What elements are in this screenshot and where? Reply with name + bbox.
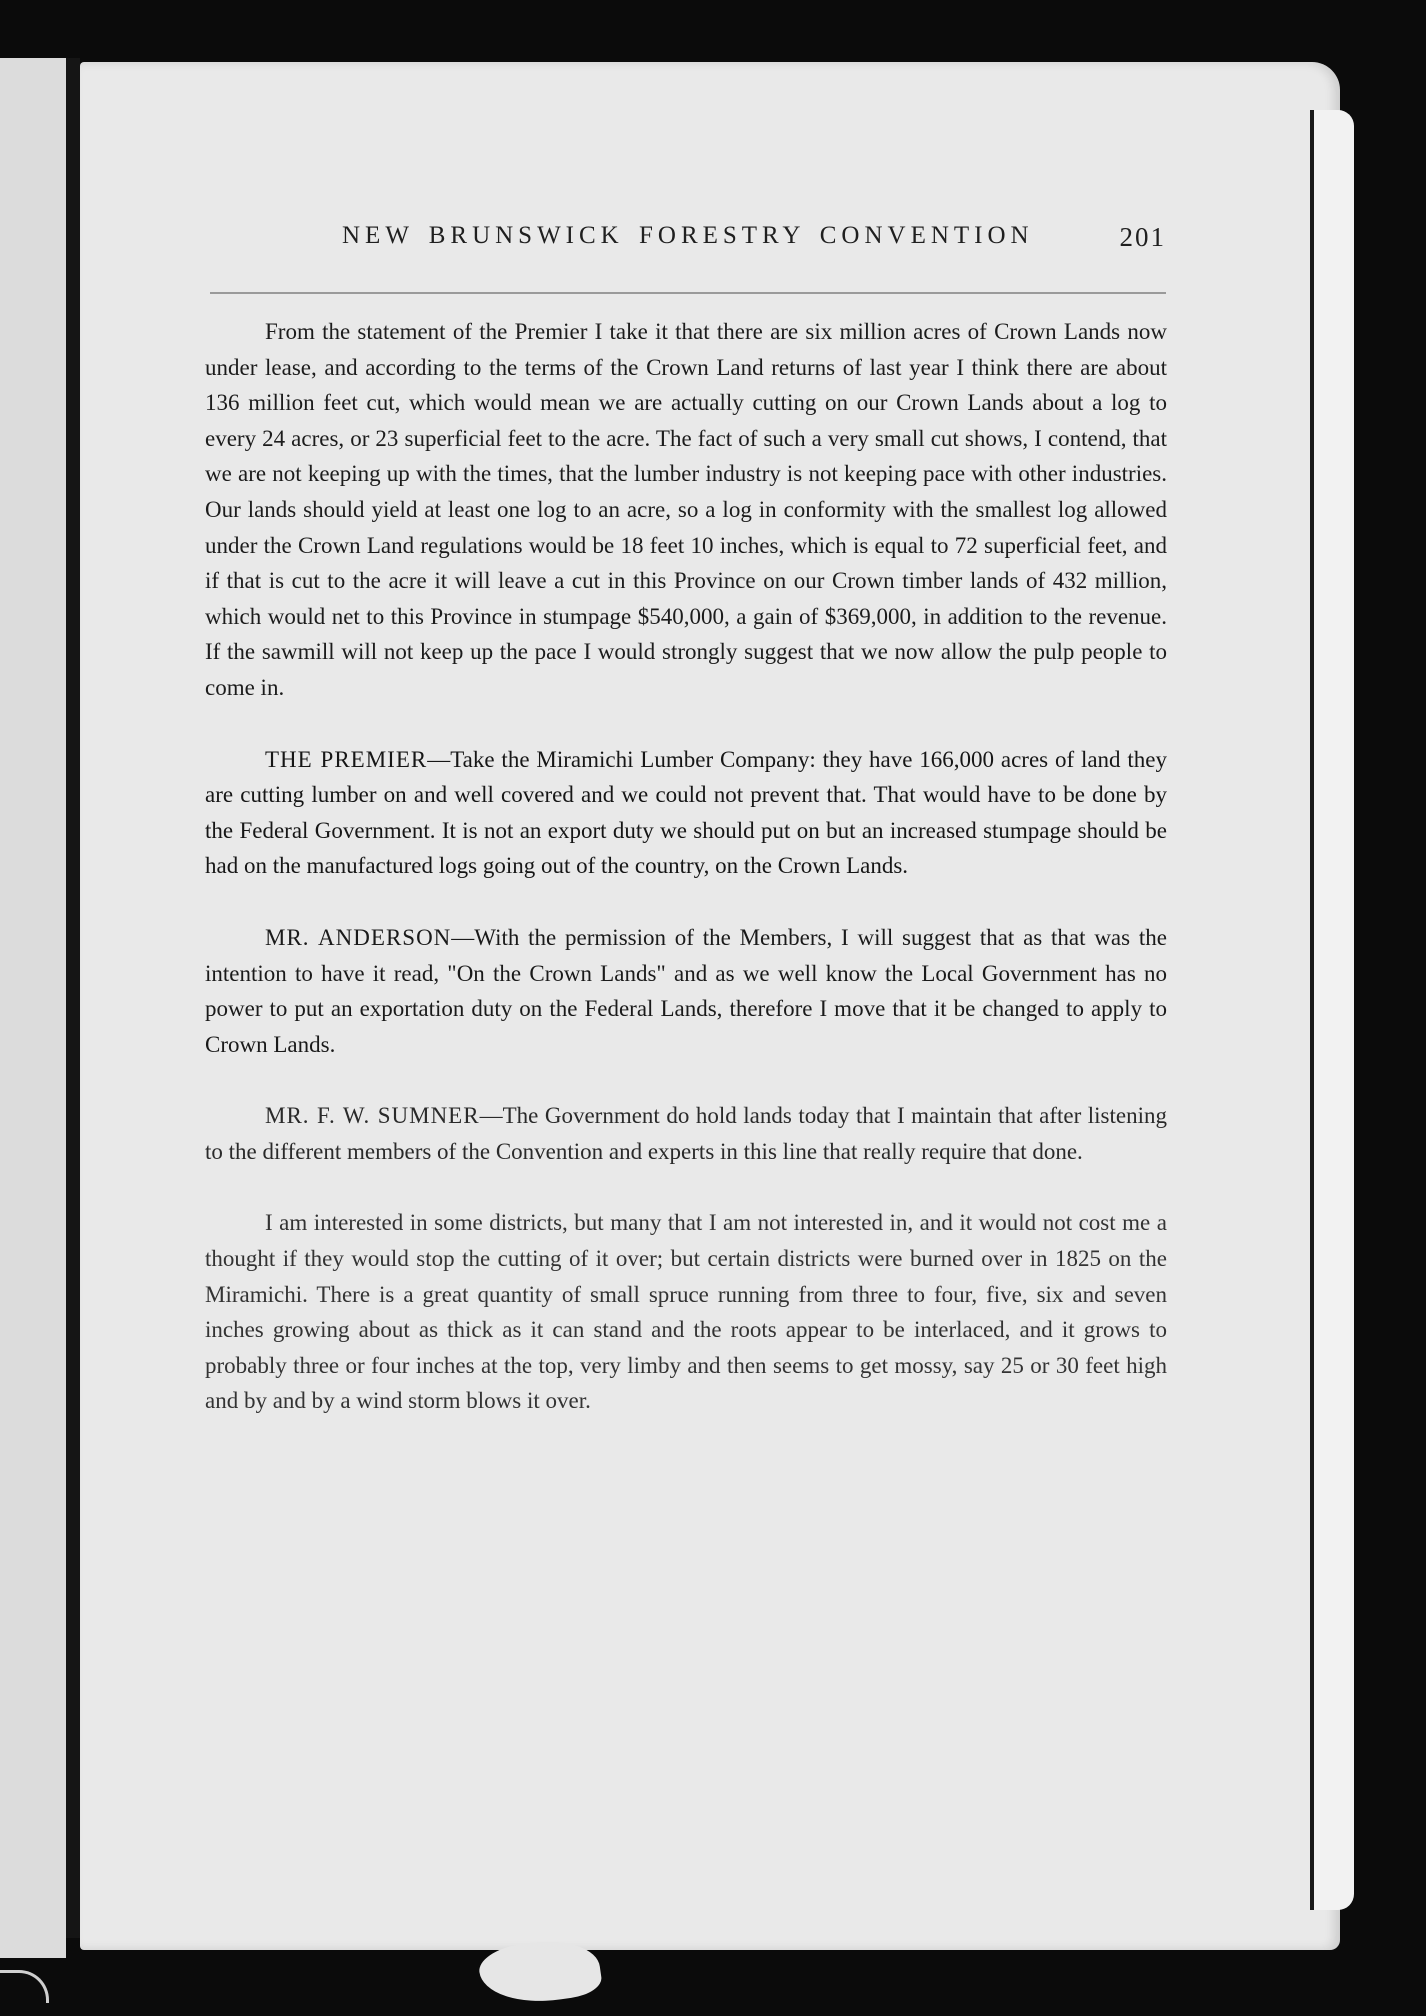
speaker-name: MR. F. W. SUMNER: [265, 1103, 480, 1129]
scan-artifact-corner: [0, 1970, 49, 2003]
page-header: [210, 222, 1166, 262]
paragraph-text: —Take the Miramichi Lumber Company: they have 166,000 acres of land they are cutting lumber on and well covered and we could not prevent that. That would have to be done by the Federal Government. It is not an export duty we should put on but an increased stumpage should be had on the manufactured logs going out of the country, on the Crown Lands.: [205, 746, 1167, 879]
paragraph-text: —With the permission of the Members, I will suggest that as that was the intention to have it read, "On the Crown Lands" and as we well know the Local Government has no power to put an exportation duty on the Federal Lands, therefore I move that it be changed to apply to Crown Lands.: [205, 924, 1167, 1057]
paragraph-anderson: [205, 920, 1167, 1062]
page-edge-shadow: [1310, 110, 1354, 1910]
book-binding: [66, 58, 80, 1938]
paragraph-sumner: [205, 1098, 1167, 1169]
paragraph-text: From the statement of the Premier I take it that there are six million acres of Crown Lands now under lease, and according to the terms of the Crown Land returns of last year I think there are about 136 million feet cut, which would mean we are actually cutting on our Crown Lands about a log to every 24 acres, or 23 superficial feet to the acre. The fact of such a very small cut shows, I contend, that we are not keeping up with the times, that the lumber industry is not keeping pace with other industries. Our lands should yield at least one log to an acre, so a log in conformity with the smallest log allowed under the Crown Land regulations would be 18 feet 10 inches, which is equal to 72 superficial feet, and if that is cut to the acre it will leave a cut in this Province on our Crown timber lands of 432 million, which would net to this Province in stumpage $540,000, a gain of $369,000, in addition to the revenue. If the sawmill will not keep up the pace I would strongly suggest that we now allow the pulp people to come in.: [205, 319, 1167, 700]
paragraph-statement: [205, 314, 1167, 706]
paragraph-premier: [205, 742, 1167, 884]
page-number: 201: [1119, 222, 1166, 252]
running-title: NEW BRUNSWICK FORESTRY CONVENTION: [342, 222, 1034, 249]
header-rule: [210, 292, 1166, 294]
paragraph-sumner-continued: [205, 1205, 1167, 1419]
speaker-name: MR. ANDERSON: [265, 924, 452, 950]
facing-page-edge: [0, 58, 66, 1958]
paragraph-text: —The Government do hold lands today that I maintain that after listening to the different members of the Convention and experts in this line that really require that done.: [205, 1103, 1167, 1164]
page-body: [205, 314, 1167, 1419]
paragraph-text: I am interested in some districts, but many that I am not interested in, and it would not cost me a thought if they would stop the cutting of it over; but certain districts were burned over in 1825 on the Miramichi. There is a great quantity of small spruce running from three to four, five, six and seven inches growing about as thick as it can stand and the roots appear to be interlaced, and it grows to probably three or four inches at the top, very limby and then seems to get mossy, say 25 or 30 feet high and by and by a wind storm blows it over.: [205, 1210, 1167, 1414]
speaker-name: THE PREMIER: [265, 746, 428, 772]
